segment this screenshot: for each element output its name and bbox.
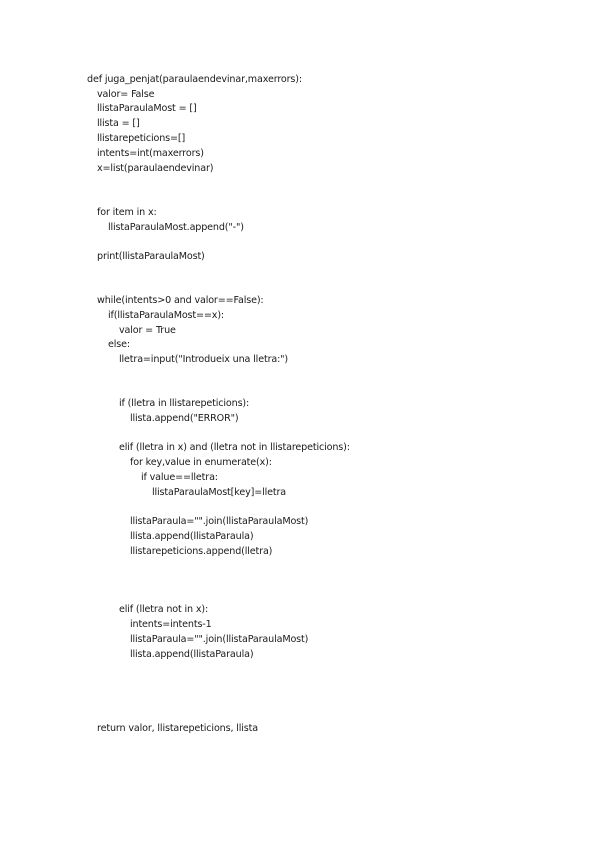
code-line: llistaParaulaMost.append("-") [108, 222, 244, 233]
code-line: if(llistaParaulaMost==x): [108, 310, 224, 321]
code-line: if (lletra in llistarepeticions): [119, 398, 250, 409]
code-line: for key,value in enumerate(x): [130, 457, 272, 468]
code-line: while(intents>0 and valor==False): [97, 295, 264, 306]
code-line: llistaParaulaMost[key]=lletra [152, 487, 287, 498]
code-line: valor= False [97, 89, 155, 100]
code-line: llista.append(llistaParaula) [130, 531, 254, 542]
code-line: for item in x: [97, 207, 157, 218]
code-line: lletra=input("Introdueix una lletra:") [119, 354, 289, 365]
code-line: else: [108, 339, 130, 350]
code-line: intents=intents-1 [130, 619, 212, 630]
code-line: llistarepeticions.append(lletra) [130, 546, 273, 557]
code-line: return valor, llistarepeticions, llista [97, 723, 258, 734]
code-line: def juga_penjat(paraulaendevinar,maxerrors): [87, 74, 302, 85]
code-line: print(llistaParaulaMost) [97, 251, 205, 262]
code-line: if value==lletra: [141, 472, 218, 483]
code-line: llista.append("ERROR") [130, 413, 239, 424]
code-line: llistarepeticions=[] [97, 133, 186, 144]
code-line: llistaParaula="".join(llistaParaulaMost) [130, 634, 309, 645]
code-line: llistaParaulaMost = [] [97, 103, 197, 114]
code-line: valor = True [119, 325, 176, 336]
code-line: elif (lletra in x) and (lletra not in llistarepeticions): [119, 442, 350, 453]
code-line: llista = [] [97, 118, 140, 129]
code-line: llistaParaula="".join(llistaParaulaMost) [130, 516, 309, 527]
code-line: intents=int(maxerrors) [97, 148, 204, 159]
code-line: llista.append(llistaParaula) [130, 649, 254, 660]
code-line: x=list(paraulaendevinar) [97, 163, 214, 174]
code-line: elif (lletra not in x): [119, 604, 209, 615]
